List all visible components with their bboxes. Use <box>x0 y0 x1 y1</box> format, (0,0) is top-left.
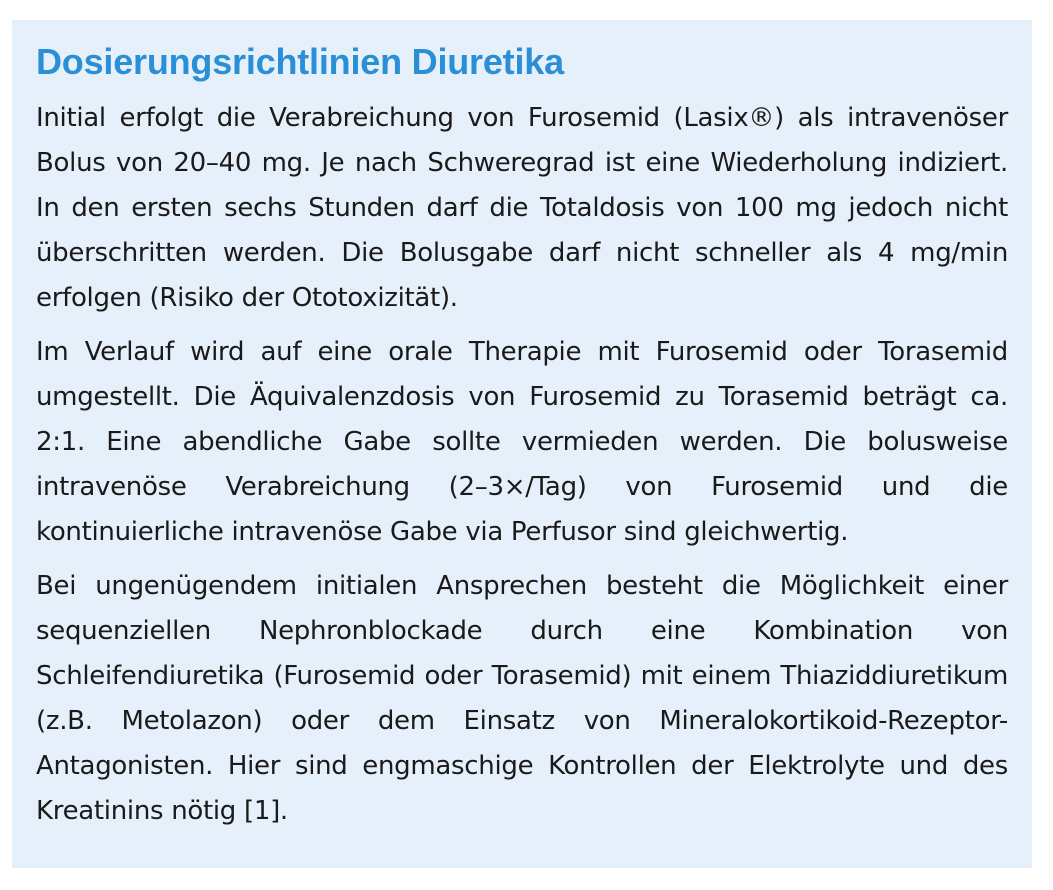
paragraph-initial-dosing: Initial erfolgt die Verabreichung von Furosemid (Lasix®) als intravenöser Bolus von 20–40 mg. Je nach Schweregrad ist eine Wiederholung indiziert. In den ersten sechs Stunden darf die Totaldosis von 100 mg jedoch nicht überschritten werden. Die Bolusgabe darf nicht schneller als 4 mg/min erfolgen (Risiko der Ototoxizität). <box>36 103 1008 313</box>
info-box <box>12 20 1032 868</box>
paragraph-nephron-blockade: Bei ungenügendem initialen Ansprechen besteht die Möglichkeit einer sequenziellen Nephronblockade durch eine Kombination von Schleifendiuretika (Furosemid oder Torasemid) mit einem Thiaziddiuretikum (z.B. Metolazon) oder dem Einsatz von Mineralokortikoid-Rezeptor-Antagonisten. Hier sind engmaschige Kontrollen der Elektrolyte und des Kreatinins nötig [1]. <box>36 571 1008 826</box>
box-title: Dosierungsrichtlinien Diuretika <box>36 41 564 82</box>
paragraph-oral-therapy: Im Verlauf wird auf eine orale Therapie mit Furosemid oder Torasemid umgestellt. Die Äquivalenzdosis von Furosemid zu Torasemid beträgt ca. 2:1. Eine abendliche Gabe sollte vermieden werden. Die bolusweise intravenöse Verabreichung (2–3×/Tag) von Furosemid und die kontinuierliche intravenöse Gabe via Perfusor sind gleichwertig. <box>36 337 1008 547</box>
